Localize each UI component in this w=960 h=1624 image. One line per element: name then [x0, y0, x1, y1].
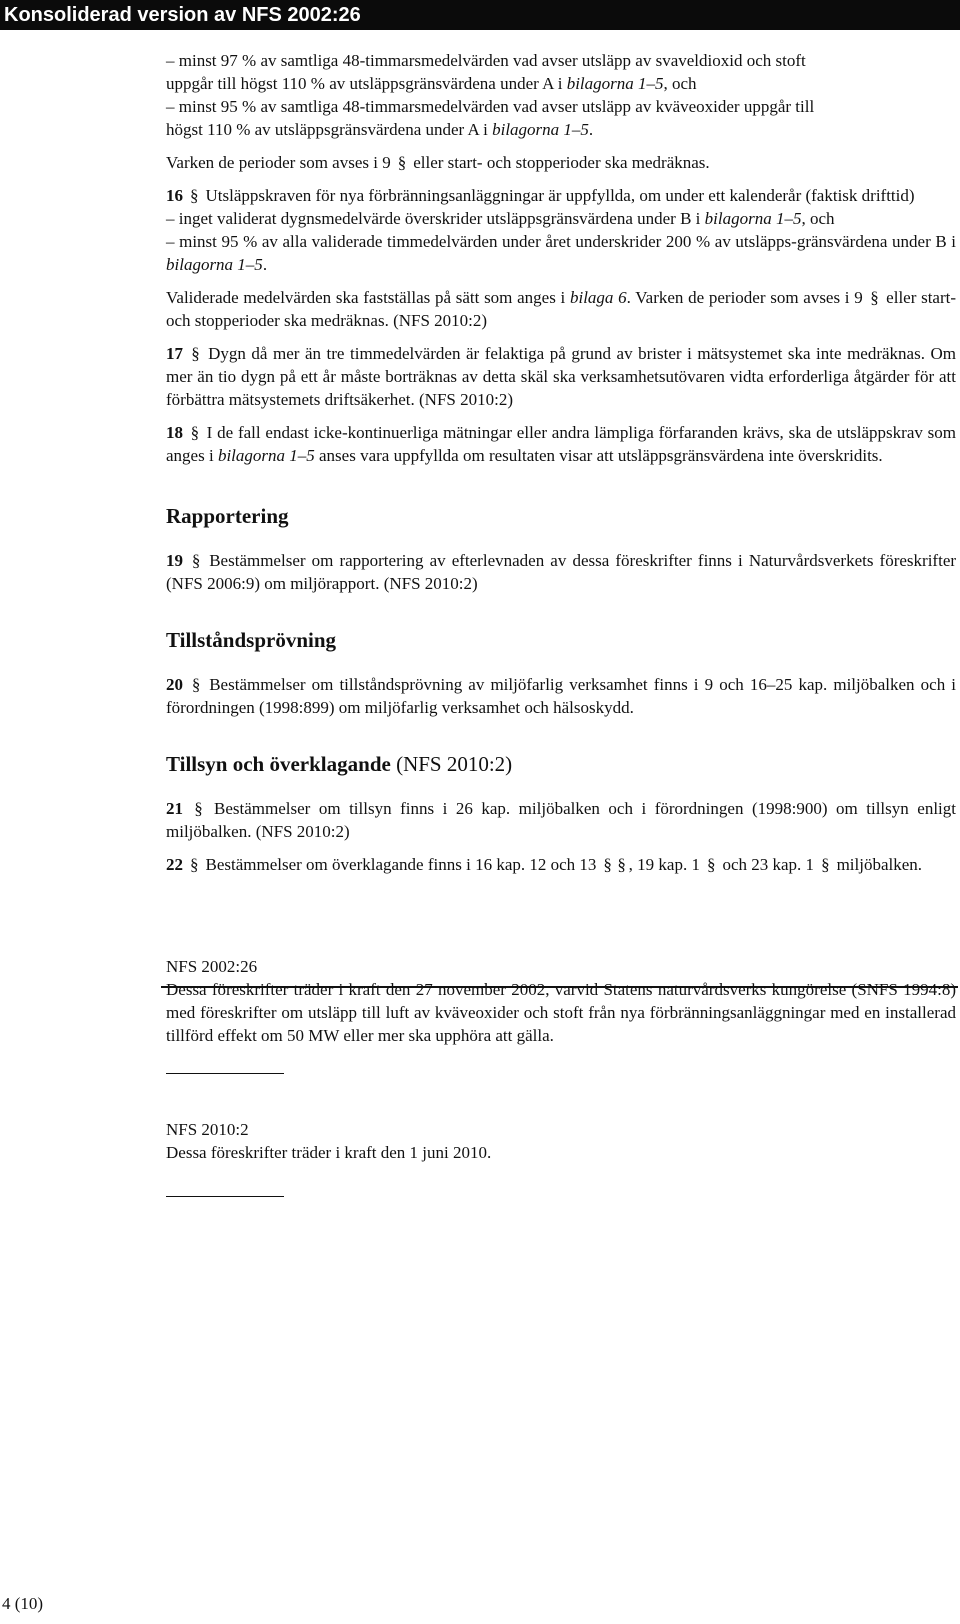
section-sign-icon: § [191, 551, 201, 570]
bilagor-ref: bilagorna 1–5 [566, 74, 664, 93]
section-sign-icon: § [706, 855, 716, 874]
document-header [0, 0, 960, 30]
separator-line [161, 986, 958, 988]
list-item [166, 207, 956, 230]
suffix: . [262, 255, 268, 274]
section-number: 17 [166, 344, 183, 363]
section-number: 18 [166, 423, 183, 442]
bilagor-ref: bilagorna 1–5 [166, 255, 263, 274]
section-text: Dygn då mer än tre timmedelvärden är felaktiga på grund av brister i mätsystemet ska inte medräknas. Om mer än tio dygn på ett år måste borträknas av detta skäl ska verksamhetsutövaren vidta erforderliga åtgärder för att förbättra mätsystemets driftsäkerhet. (NFS 2010:2) [166, 344, 957, 409]
section-16 [166, 184, 956, 207]
footnote-text: Dessa föreskrifter träder i kraft den 27 november 2002, varvid Statens naturvårdsverks kungörelse (SNFS 1994:8) med föreskrifter om utsläpp till luft av kväveoxider och stoft från nya förbränningsanläggningar med en installerad tillförd effekt om 50 MW eller mer ska upphöra att gälla. [166, 980, 956, 1045]
suffix: . [588, 120, 594, 139]
list-item [166, 49, 956, 72]
bilagor-ref: bilagorna 1–5 [492, 120, 589, 139]
section-sign-icon: § [191, 675, 201, 694]
paragraph-text: eller start- och stopperioder ska medräknas. (NFS 2010:2) [166, 288, 957, 330]
section-number: 20 [166, 675, 183, 694]
section-text: anses vara uppfyllda om resultaten visar att utsläppsgränsvärdena inte överskridits. [314, 446, 883, 465]
paragraph-text: . Varken de perioder som avses i 9 [626, 288, 863, 307]
section-number: 21 [166, 799, 183, 818]
section-text: miljöbalken. [836, 855, 923, 874]
list-item-text: – minst 95 % av alla validerade timmedelvärden under året underskrider 200 % av utsläpps-gränsvärdena under B i [166, 232, 956, 251]
section-19 [166, 549, 956, 595]
list-item-text: – minst 95 % av samtliga 48-timmarsmedelvärden vad avser utsläpp av kväveoxider uppgår till [166, 97, 815, 116]
footnote-text: Dessa föreskrifter träder i kraft den 1 juni 2010. [166, 1143, 492, 1162]
section-17 [166, 342, 956, 411]
section-sign-icon: § [191, 344, 200, 363]
section-sign-icon: § [194, 799, 203, 818]
list-item-text: – inget validerat dygnsmedelvärde överskrider utsläppsgränsvärdena under B i [166, 209, 705, 228]
heading-rapportering: Rapportering [166, 504, 289, 528]
suffix: , och [801, 209, 835, 228]
section-text: Bestämmelser om tillståndsprövning av miljöfarlig verksamhet finns i 9 och 16–25 kap. miljöbalken och i förordningen (1998:899) om miljöfarlig verksamhet och hälsoskydd. [166, 675, 957, 717]
paragraph [166, 151, 956, 174]
list-item [166, 95, 956, 118]
section-20 [166, 673, 956, 719]
section-sign-icon: § [617, 855, 626, 874]
section-number: 16 [166, 186, 183, 205]
section-sign-icon: § [821, 855, 830, 874]
paragraph-text: Validerade medelvärden ska fastställas på sätt som anges i [166, 288, 570, 307]
section-sign-icon: § [190, 855, 199, 874]
document-title: Konsoliderad version av NFS 2002:26 [4, 4, 361, 26]
section-number: 19 [166, 551, 183, 570]
section-sign-icon: § [190, 186, 199, 205]
heading-tillsyn [166, 751, 956, 777]
heading-tillstandsprovning: Tillståndsprövning [166, 628, 337, 652]
section-text: Utsläppskraven för nya förbränningsanläggningar är uppfyllda, om under ett kalenderår (faktisk drifttid) [205, 186, 915, 205]
list-item [166, 118, 956, 141]
paragraph [166, 286, 956, 332]
section-text: och 23 kap. 1 [722, 855, 815, 874]
section-18 [166, 421, 956, 467]
page-number: 4 (10) [2, 1594, 44, 1613]
section-text: , 19 kap. 1 [628, 855, 700, 874]
section-text: Bestämmelser om rapportering av efterlevnaden av dessa föreskrifter finns i Naturvårdsverkets föreskrifter (NFS 2006:9) om miljörapport. (NFS 2010:2) [166, 551, 957, 593]
document-body [166, 49, 956, 1197]
list-item-text: högst 110 % av utsläppsgränsvärdena under A i [166, 120, 493, 139]
section-text: Bestämmelser om tillsyn finns i 26 kap. miljöbalken och i förordningen (1998:900) om tillsyn enligt miljöbalken. (NFS 2010:2) [166, 799, 956, 841]
bilagor-ref: bilagorna 1–5 [217, 446, 315, 465]
list-item [166, 230, 956, 276]
heading-text: Tillsyn och överklagande [166, 752, 391, 776]
paragraph-text: eller start- och stopperioder ska medräknas. [413, 153, 710, 172]
section-text: I de fall endast icke-kontinuerliga mätningar eller andra lämpliga förfaranden krävs, ska de utsläppskrav som anges i [166, 423, 957, 465]
section-sign-icon: § [603, 855, 612, 874]
list-item-text: – minst 97 % av samtliga 48-timmarsmedelvärden vad avser utsläpp av svaveldioxid och stoft [166, 51, 806, 70]
section-text: Bestämmelser om överklagande finns i 16 kap. 12 och 13 [205, 855, 597, 874]
bilaga-ref: bilaga 6 [569, 288, 627, 307]
paragraph-text: Varken de perioder som avses i 9 [166, 153, 391, 172]
section-sign-icon: § [870, 288, 879, 307]
section-number: 22 [166, 855, 183, 874]
section-sign-icon: § [397, 153, 407, 172]
section-22 [166, 853, 956, 876]
divider [166, 1196, 284, 1197]
list-item [166, 72, 956, 95]
section-21 [166, 797, 956, 843]
bilagor-ref: bilagorna 1–5 [704, 209, 802, 228]
heading-ref: (NFS 2010:2) [390, 752, 513, 776]
section-sign-icon: § [190, 423, 200, 442]
list-item-text: uppgår till högst 110 % av utsläppsgränsvärdena under A i [166, 74, 567, 93]
suffix: , och [663, 74, 697, 93]
footnote-title: NFS 2010:2 [166, 1120, 249, 1139]
footnote-title: NFS 2002:26 [166, 957, 258, 976]
